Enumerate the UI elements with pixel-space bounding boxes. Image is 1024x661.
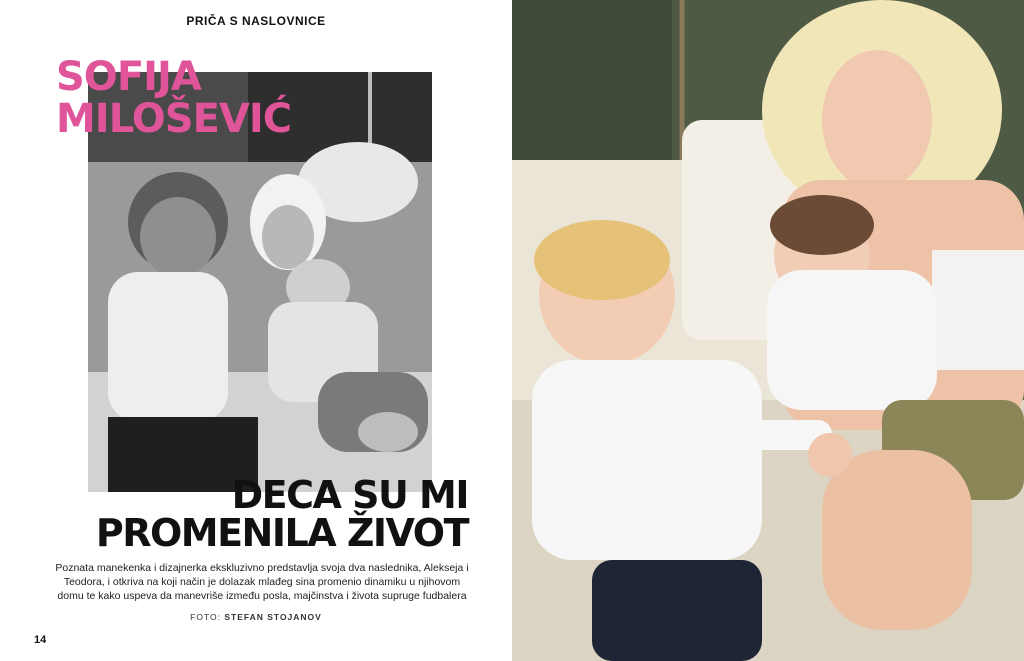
lede-paragraph: Poznata manekenka i dizajnerka ekskluzivno predstavlja svoja dva naslednika, Alekseja i Teodora, i otkriva na koji način je dolazak mlađeg sina promenio dinamiku u njihovom domu te kako uspeva da manevriše između posla, majčinstva i života supruge fudbalera	[55, 562, 469, 602]
right-page	[512, 0, 1024, 661]
photo-credit-label: FOTO:	[190, 612, 221, 622]
photo-credit-name: STEFAN STOJANOV	[224, 612, 322, 622]
headline-line-2: PROMENILA ŽIVOT	[95, 511, 468, 555]
name-line-2: MILOŠEVIĆ	[56, 96, 292, 142]
headline	[95, 473, 468, 555]
name-title	[56, 56, 291, 140]
photo-credit	[0, 612, 512, 622]
page-number: 14	[34, 634, 47, 646]
headline-line-1: DECA SU MI	[231, 473, 468, 517]
section-label: PRIČA S NASLOVNICE	[186, 14, 326, 28]
name-line-1: SOFIJA	[56, 54, 201, 100]
color-photo	[512, 0, 1024, 661]
